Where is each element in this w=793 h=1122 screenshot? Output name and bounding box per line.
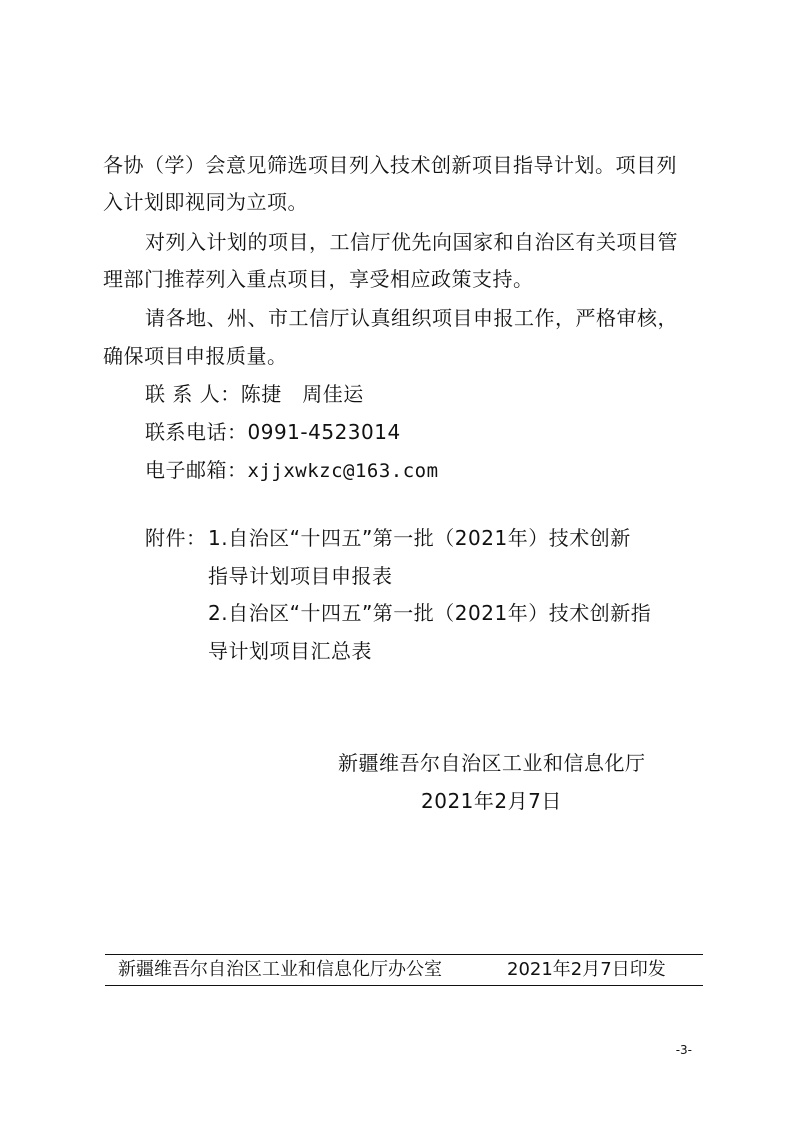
body-text-line: 理部门推荐列入重点项目，享受相应政策支持。 [103,267,534,291]
body-text-line: 确保项目申报质量。 [103,344,288,368]
footer-top-rule [105,954,703,955]
body-text-line: 对列入计划的项目，工信厅优先向国家和自治区有关项目管 [145,230,678,254]
contact-phone-label: 联系电话： [145,420,248,444]
attachment-item-2-cont: 导计划项目汇总表 [208,639,372,663]
contact-phone [145,418,401,446]
body-text-line: 请各地、州、市工信厅认真组织项目申报工作，严格审核， [145,306,678,330]
attachment-item-2: 2.自治区“十四五”第一批（2021年）技术创新指 [208,601,652,625]
page-number: -3- [675,1043,692,1057]
contact-person [145,380,364,408]
contact-email-value: xjjxwkzc@163.com [247,460,439,482]
contact-person-value: 陈捷 周佳运 [240,382,364,406]
footer-issue-date: 2021年2月7日印发 [507,959,666,980]
contact-email [145,456,439,485]
signature-date: 2021年2月7日 [421,789,562,813]
contact-email-label: 电子邮箱： [145,458,248,482]
attachment-item-1-cont: 指导计划项目申报表 [208,564,393,588]
contact-person-label: 联 系 人： [145,382,241,406]
body-text-line: 入计划即视同为立项。 [103,190,308,214]
contact-phone-value: 0991-4523014 [247,420,401,444]
attachment-label: 附件： [145,526,207,550]
footer-issuer: 新疆维吾尔自治区工业和信息化厅办公室 [118,959,442,980]
footer-bottom-rule [105,985,703,986]
body-text-line: 各协（学）会意见筛选项目列入技术创新项目指导计划。项目列 [103,153,677,177]
attachment-item-1: 1.自治区“十四五”第一批（2021年）技术创新 [208,526,631,550]
signature-org: 新疆维吾尔自治区工业和信息化厅 [338,751,646,775]
